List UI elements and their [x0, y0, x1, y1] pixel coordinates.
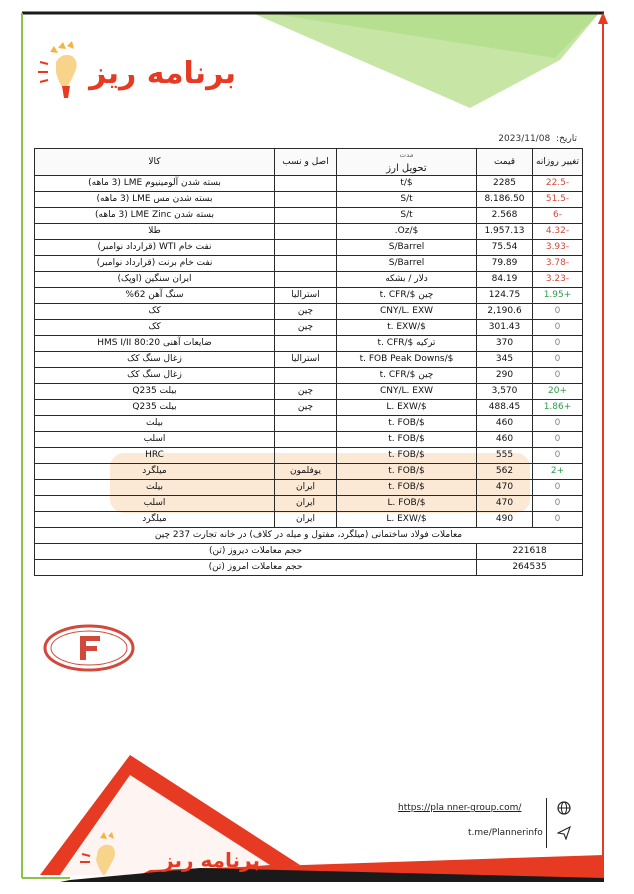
telegram-link[interactable]: t.me/Plannerinfo	[468, 828, 543, 838]
price-cell: 124.75	[477, 288, 533, 304]
origin-cell	[275, 368, 337, 384]
price-cell: 3,570	[477, 384, 533, 400]
delivery-cell: S/t	[337, 192, 477, 208]
product-cell: زغال سنگ کک	[35, 352, 275, 368]
price-cell: 488.45	[477, 400, 533, 416]
price-cell: 301.43	[477, 320, 533, 336]
origin-cell	[275, 336, 337, 352]
table-row	[35, 288, 583, 304]
delivery-cell: S/Barrel	[337, 240, 477, 256]
origin-cell	[275, 224, 337, 240]
change-cell: 0	[533, 480, 583, 496]
product-cell: بیلت Q235	[35, 384, 275, 400]
change-cell: -51.5	[533, 192, 583, 208]
product-cell: زغال سنگ کک	[35, 368, 275, 384]
delivery-cell: چین $/t. CFR	[337, 288, 477, 304]
origin-cell	[275, 272, 337, 288]
table-row	[35, 224, 583, 240]
price-cell: 75.54	[477, 240, 533, 256]
table-row	[35, 496, 583, 512]
footer-divider	[546, 798, 547, 848]
table-row	[35, 464, 583, 480]
origin-cell	[275, 256, 337, 272]
table-row	[35, 512, 583, 528]
price-cell: 460	[477, 432, 533, 448]
price-cell: 1.957.13	[477, 224, 533, 240]
price-cell: 562	[477, 464, 533, 480]
header-price: قیمت	[477, 149, 533, 176]
origin-cell: استرالیا	[275, 288, 337, 304]
telegram-icon	[557, 826, 571, 840]
change-cell: -3.78	[533, 256, 583, 272]
table-row	[35, 432, 583, 448]
origin-cell: ایران	[275, 496, 337, 512]
change-cell: -3.23	[533, 272, 583, 288]
delivery-cell: $/t. FOB	[337, 416, 477, 432]
table-body	[35, 176, 583, 528]
table-row	[35, 336, 583, 352]
brand-name-bottom: برنامه ریز	[162, 848, 260, 872]
price-cell: 290	[477, 368, 533, 384]
change-cell: 0	[533, 304, 583, 320]
origin-cell	[275, 208, 337, 224]
price-cell: 79.89	[477, 256, 533, 272]
product-cell: طلا	[35, 224, 275, 240]
delivery-cell: CNY/L. EXW	[337, 384, 477, 400]
origin-cell: چین	[275, 320, 337, 336]
table-row	[35, 320, 583, 336]
origin-cell: چین	[275, 400, 337, 416]
delivery-cell: $/t. FOB	[337, 448, 477, 464]
price-cell: 2,190.6	[477, 304, 533, 320]
product-cell: کک	[35, 304, 275, 320]
volume-today-value: 264535	[477, 560, 583, 576]
origin-cell: یوفلمون	[275, 464, 337, 480]
report-date	[457, 134, 577, 144]
table-row	[35, 384, 583, 400]
delivery-cell: $/t. FOB Peak Downs	[337, 352, 477, 368]
delivery-cell: چین $/t. CFR	[337, 368, 477, 384]
product-cell: بیلت	[35, 416, 275, 432]
price-cell: 84.19	[477, 272, 533, 288]
delivery-cell: دلار / بشکه	[337, 272, 477, 288]
product-cell: نفت خام برنت (قرارداد نوامبر)	[35, 256, 275, 272]
origin-cell	[275, 448, 337, 464]
price-cell: 470	[477, 496, 533, 512]
delivery-cell: S/Barrel	[337, 256, 477, 272]
volume-yesterday-label: حجم معاملات دیروز (تن)	[35, 544, 477, 560]
product-cell: اسلب	[35, 496, 275, 512]
origin-cell: استرالیا	[275, 352, 337, 368]
origin-cell: چین	[275, 304, 337, 320]
product-cell: میلگرد	[35, 512, 275, 528]
stamp-logo-icon	[42, 622, 136, 674]
delivery-cell: $/t. FOB	[337, 432, 477, 448]
header-delivery-top: مدت	[399, 151, 414, 159]
volume-yesterday-value: 221618	[477, 544, 583, 560]
table-row	[35, 368, 583, 384]
table-row	[35, 448, 583, 464]
change-cell: +2	[533, 464, 583, 480]
header-change: تغییر روزانه	[533, 149, 583, 176]
price-cell: 470	[477, 480, 533, 496]
product-cell: بسته شدن مس LME (3 ماهه)	[35, 192, 275, 208]
product-cell: کک	[35, 320, 275, 336]
volume-row-yesterday	[35, 544, 583, 560]
delivery-cell: $/t. FOB	[337, 464, 477, 480]
delivery-cell: $/t. FOB	[337, 480, 477, 496]
product-cell: بیلت	[35, 480, 275, 496]
change-cell: 0	[533, 368, 583, 384]
delivery-cell: $/L. FOB	[337, 496, 477, 512]
product-cell: سنگ آهن 62%	[35, 288, 275, 304]
change-cell: +1.95	[533, 288, 583, 304]
table-row	[35, 400, 583, 416]
website-link[interactable]: https://pla nner-group.com/	[398, 803, 522, 813]
table-row	[35, 352, 583, 368]
date-value: 2023/11/08	[498, 134, 551, 144]
product-cell: بسته شدن آلومینیوم LME (3 ماهه)	[35, 176, 275, 192]
header-delivery	[337, 149, 477, 176]
delivery-cell: $/t. EXW	[337, 320, 477, 336]
product-cell: ضایعات آهنی HMS I/II 80:20	[35, 336, 275, 352]
delivery-cell: $/t	[337, 176, 477, 192]
product-cell: بیلت Q235	[35, 400, 275, 416]
product-cell: میلگرد	[35, 464, 275, 480]
table-row	[35, 208, 583, 224]
change-cell: 0	[533, 512, 583, 528]
change-cell: 0	[533, 320, 583, 336]
price-table	[34, 148, 583, 576]
delivery-cell: $/L. EXW	[337, 400, 477, 416]
change-cell: 0	[533, 352, 583, 368]
origin-cell	[275, 432, 337, 448]
delivery-cell: CNY/L. EXW	[337, 304, 477, 320]
table-row	[35, 480, 583, 496]
note-row	[35, 528, 583, 544]
price-cell: 2.568	[477, 208, 533, 224]
price-cell: 555	[477, 448, 533, 464]
change-cell: 0	[533, 432, 583, 448]
change-cell: 0	[533, 496, 583, 512]
globe-icon	[557, 801, 571, 815]
table-row	[35, 272, 583, 288]
delivery-cell: $/L. EXW	[337, 512, 477, 528]
table-row	[35, 256, 583, 272]
delivery-cell: S/t	[337, 208, 477, 224]
price-cell: 2285	[477, 176, 533, 192]
change-cell: +20	[533, 384, 583, 400]
change-cell: -4.32	[533, 224, 583, 240]
origin-cell: ایران	[275, 480, 337, 496]
product-cell: ایران سنگین (اوپک)	[35, 272, 275, 288]
product-cell: اسلب	[35, 432, 275, 448]
product-cell: نفت خام WTI (قرارداد نوامبر)	[35, 240, 275, 256]
change-cell: -3.93	[533, 240, 583, 256]
origin-cell	[275, 176, 337, 192]
price-cell: 345	[477, 352, 533, 368]
note-text: معاملات فولاد ساختمانی (میلگرد، مفتول و میله در کلاف) در خانه تجارت 237 چین	[35, 528, 583, 544]
origin-cell	[275, 192, 337, 208]
origin-cell	[275, 416, 337, 432]
volume-row-today	[35, 560, 583, 576]
volume-today-label: حجم معاملات امروز (تن)	[35, 560, 477, 576]
delivery-cell: ترکیه $/t. CFR	[337, 336, 477, 352]
table-header-row	[35, 149, 583, 176]
header-origin: اصل و نسب	[275, 149, 337, 176]
change-cell: +1.86	[533, 400, 583, 416]
table-row	[35, 176, 583, 192]
table-row	[35, 192, 583, 208]
origin-cell: ایران	[275, 512, 337, 528]
header-delivery-main: تحویل ارز	[386, 163, 427, 174]
table-row	[35, 416, 583, 432]
date-label: تاریخ:	[556, 134, 577, 144]
header-product: کالا	[35, 149, 275, 176]
change-cell: -22.5	[533, 176, 583, 192]
origin-cell: چین	[275, 384, 337, 400]
table-row	[35, 304, 583, 320]
origin-cell	[275, 240, 337, 256]
price-cell: 460	[477, 416, 533, 432]
table-row	[35, 240, 583, 256]
change-cell: 0	[533, 336, 583, 352]
price-cell: 490	[477, 512, 533, 528]
change-cell: 0	[533, 448, 583, 464]
delivery-cell: $/Oz.	[337, 224, 477, 240]
price-cell: 370	[477, 336, 533, 352]
price-cell: 8.186.50	[477, 192, 533, 208]
product-cell: بسته شدن LME Zinc (3 ماهه)	[35, 208, 275, 224]
brand-name-top: برنامه ریز	[89, 56, 236, 91]
product-cell: HRC	[35, 448, 275, 464]
change-cell: -6	[533, 208, 583, 224]
change-cell: 0	[533, 416, 583, 432]
